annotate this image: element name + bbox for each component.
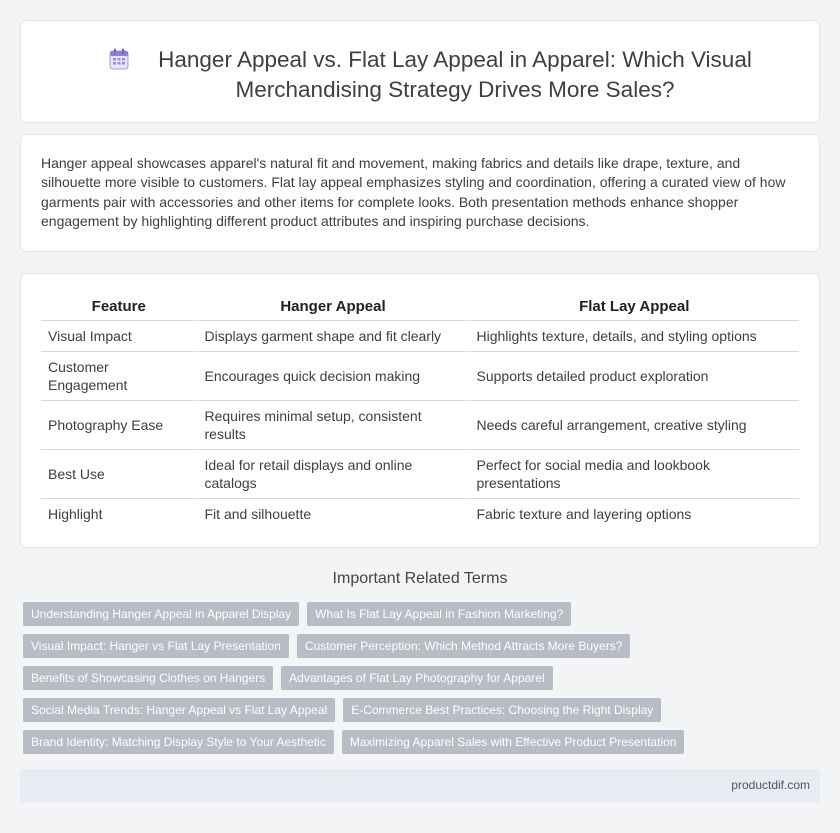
related-terms-heading: Important Related Terms bbox=[332, 570, 508, 587]
tag-row bbox=[23, 698, 823, 722]
title-card bbox=[20, 20, 820, 123]
tag-row bbox=[23, 730, 823, 754]
table-row bbox=[41, 351, 799, 400]
table-cell: Highlight bbox=[41, 498, 197, 529]
column-header-feature: Feature bbox=[41, 294, 197, 320]
table-row bbox=[41, 498, 799, 529]
intro-card bbox=[20, 134, 820, 252]
table-cell: Encourages quick decision making bbox=[197, 351, 469, 400]
table-cell: Supports detailed product exploration bbox=[469, 351, 799, 400]
calendar-icon bbox=[109, 48, 129, 70]
table-row bbox=[41, 320, 799, 351]
related-term-link[interactable]: Brand Identity: Matching Display Style to Your Aesthetic bbox=[23, 730, 334, 754]
comparison-card bbox=[20, 273, 820, 548]
table-row bbox=[41, 400, 799, 449]
table-cell: Photography Ease bbox=[41, 400, 197, 449]
table-cell: Visual Impact bbox=[41, 320, 197, 351]
footer-site-link[interactable]: productdif.com bbox=[731, 778, 810, 792]
table-cell: Displays garment shape and fit clearly bbox=[197, 320, 469, 351]
table-cell: Highlights texture, details, and styling options bbox=[469, 320, 799, 351]
tag-row bbox=[23, 602, 823, 626]
table-cell: Perfect for social media and lookbook presentations bbox=[469, 449, 799, 498]
table-cell: Customer Engagement bbox=[41, 351, 197, 400]
tag-row bbox=[23, 634, 823, 658]
comparison-table bbox=[41, 294, 799, 529]
table-header-row bbox=[41, 294, 799, 320]
related-term-link[interactable]: Social Media Trends: Hanger Appeal vs Flat Lay Appeal bbox=[23, 698, 335, 722]
related-term-link[interactable]: E-Commerce Best Practices: Choosing the Right Display bbox=[343, 698, 661, 722]
intro-paragraph: Hanger appeal showcases apparel's natural fit and movement, making fabrics and details like drape, texture, and silhouette more visible to customers. Flat lay appeal emphasizes styling and coordination, offering a curated view of how garments pair with accessories and other items for complete looks. Both presentation methods enhance shopper engagement by highlighting different product attributes and inspiring purchase decisions. bbox=[41, 155, 786, 229]
table-cell: Ideal for retail displays and online catalogs bbox=[197, 449, 469, 498]
related-term-link[interactable]: Customer Perception: Which Method Attracts More Buyers? bbox=[297, 634, 630, 658]
table-cell: Fabric texture and layering options bbox=[469, 498, 799, 529]
related-term-link[interactable]: Understanding Hanger Appeal in Apparel Display bbox=[23, 602, 299, 626]
table-cell: Needs careful arrangement, creative styling bbox=[469, 400, 799, 449]
related-term-link[interactable]: Visual Impact: Hanger vs Flat Lay Presentation bbox=[23, 634, 289, 658]
related-term-link[interactable]: What Is Flat Lay Appeal in Fashion Marketing? bbox=[307, 602, 571, 626]
table-cell: Requires minimal setup, consistent results bbox=[197, 400, 469, 449]
table-cell: Best Use bbox=[41, 449, 197, 498]
related-term-link[interactable]: Advantages of Flat Lay Photography for Apparel bbox=[281, 666, 553, 690]
footer bbox=[20, 769, 820, 802]
table-row bbox=[41, 449, 799, 498]
related-term-link[interactable]: Benefits of Showcasing Clothes on Hangers bbox=[23, 666, 273, 690]
tag-row bbox=[23, 666, 823, 690]
table-cell: Fit and silhouette bbox=[197, 498, 469, 529]
page-title: Hanger Appeal vs. Flat Lay Appeal in Apparel: Which Visual Merchandising Strategy Drives More Sales? bbox=[158, 47, 752, 102]
column-header-flat-lay-appeal: Flat Lay Appeal bbox=[579, 298, 690, 316]
related-terms-list bbox=[23, 602, 823, 762]
column-header-hanger-appeal: Hanger Appeal bbox=[197, 294, 469, 320]
related-term-link[interactable]: Maximizing Apparel Sales with Effective Product Presentation bbox=[342, 730, 685, 754]
